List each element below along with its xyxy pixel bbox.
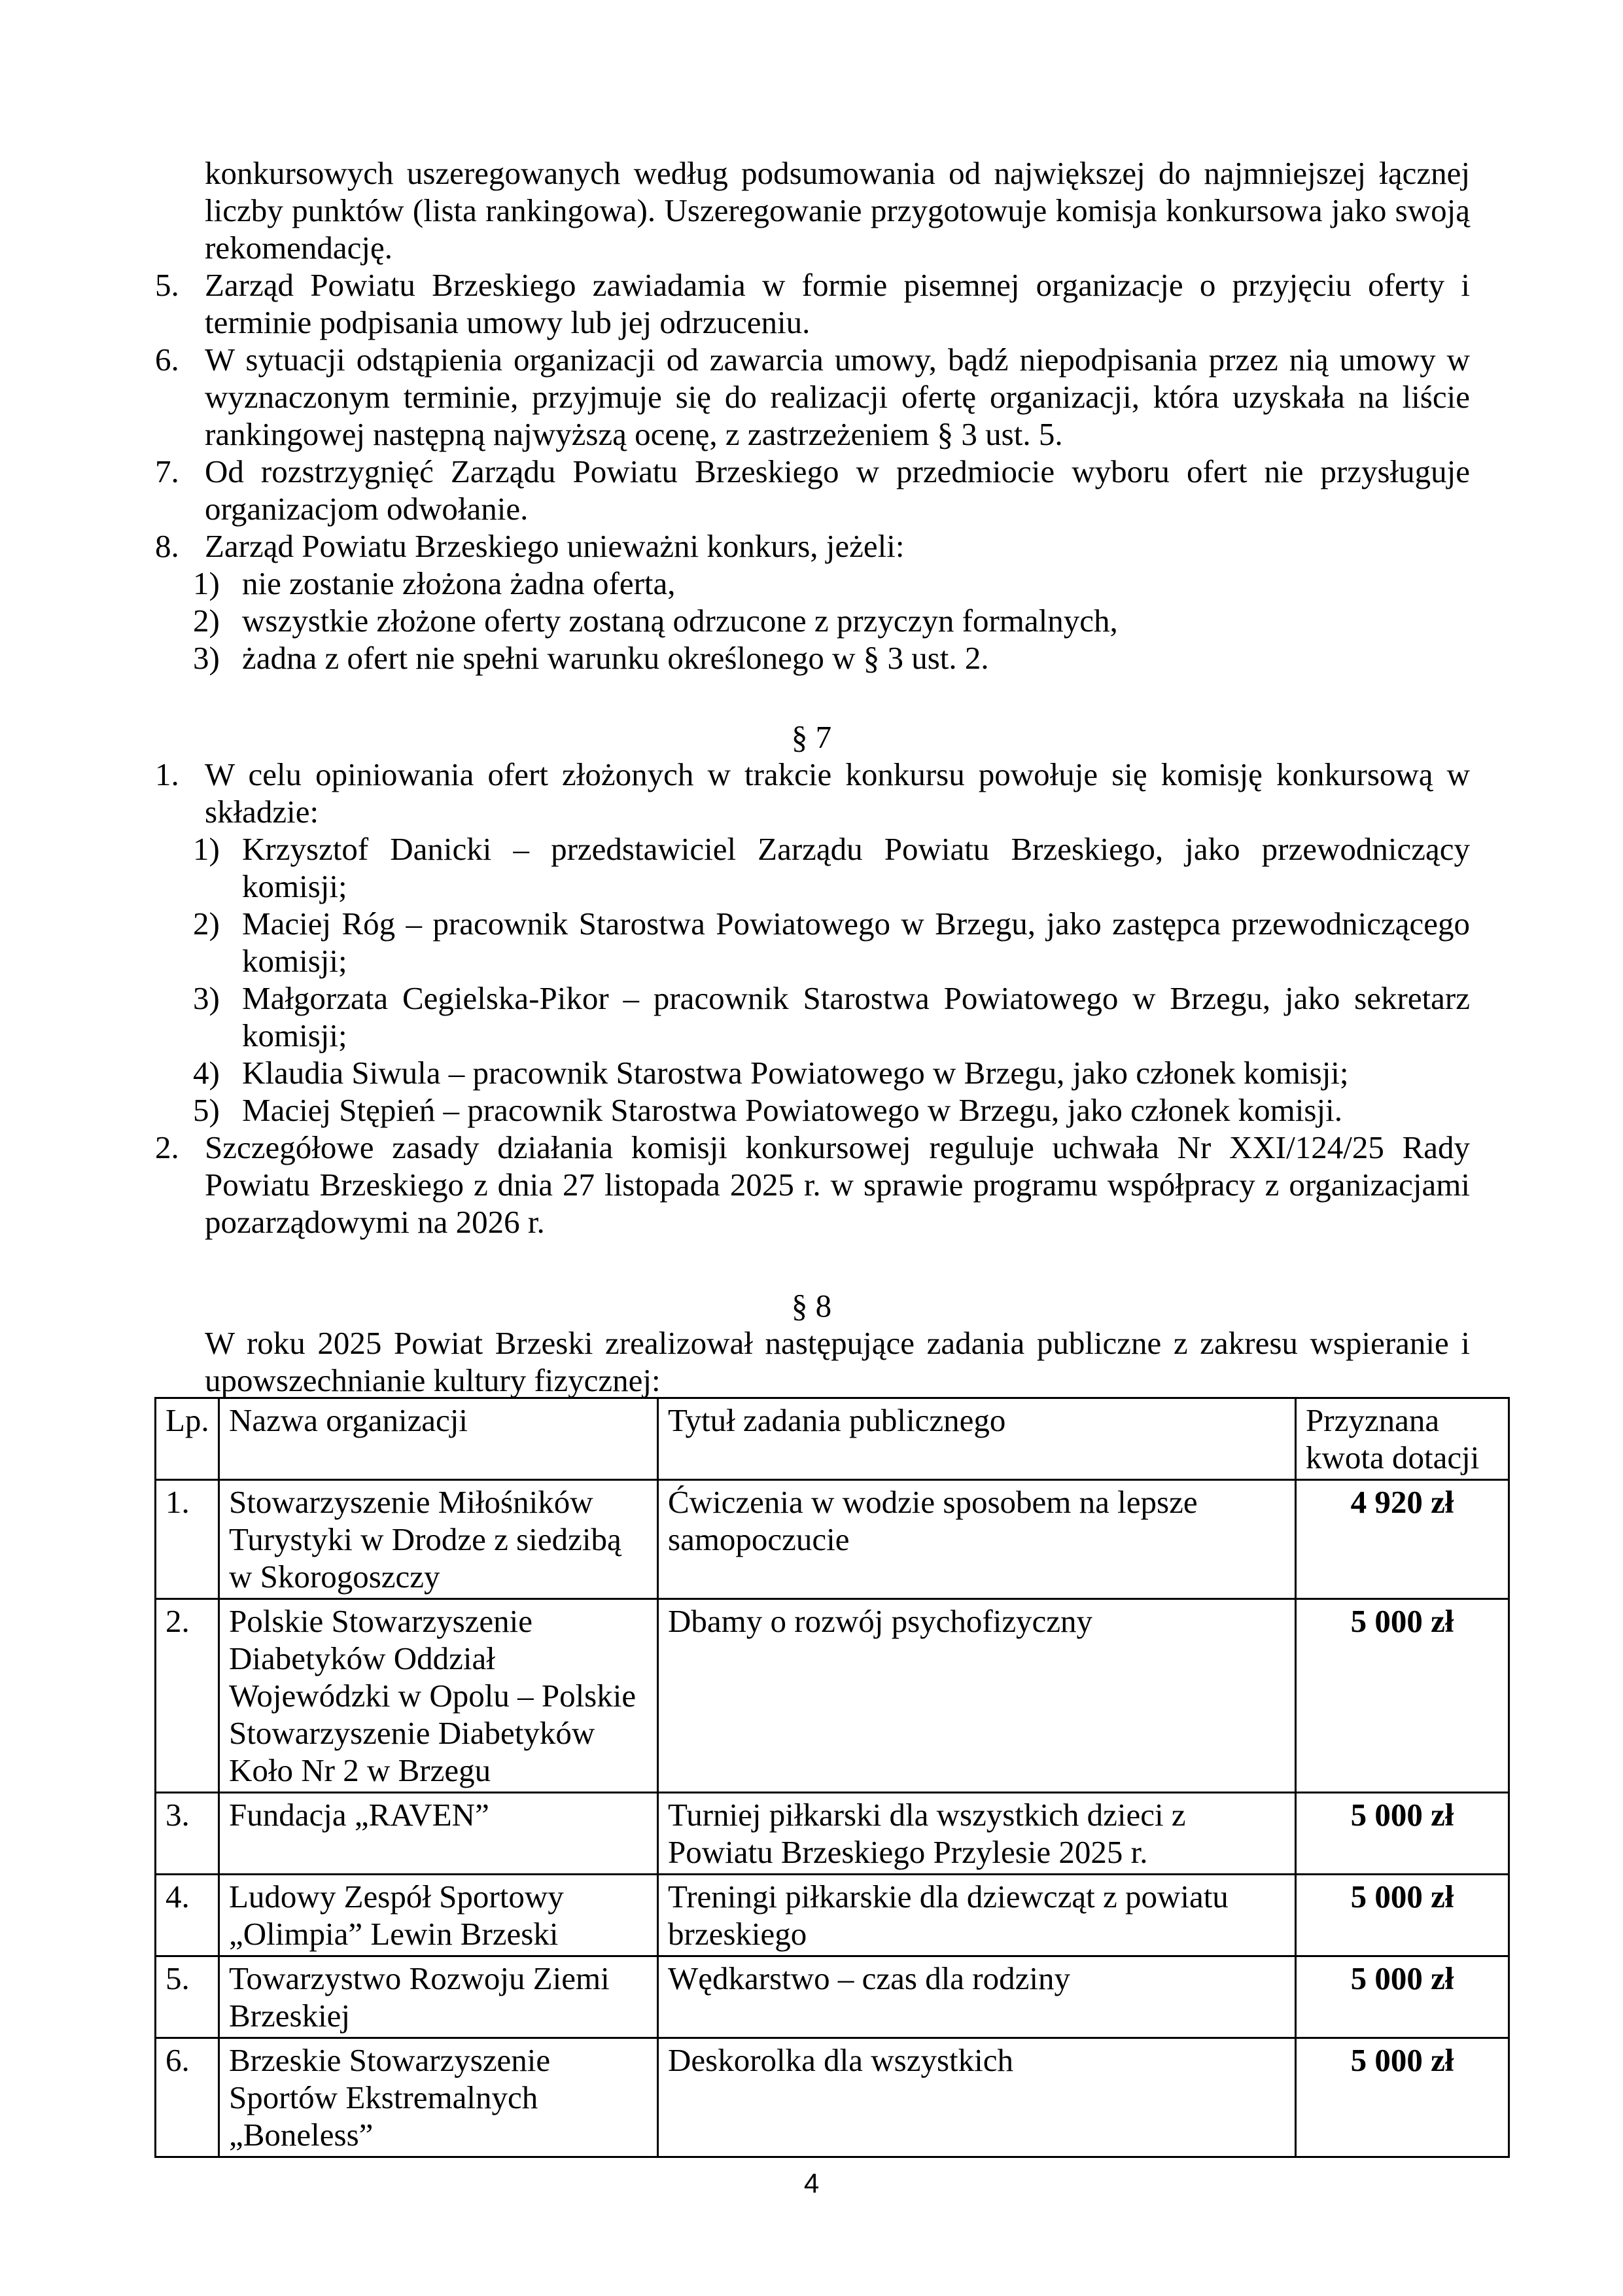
item-number: 1. xyxy=(155,756,179,792)
list-item xyxy=(155,453,1470,527)
table-row xyxy=(156,1956,1509,2038)
cell-title: Turniej piłkarski dla wszystkich dzieci z Powiatu Brzeskiego Przylesie 2025 r. xyxy=(658,1793,1296,1875)
committee-member xyxy=(155,980,1470,1054)
cell-lp: 3. xyxy=(156,1793,219,1875)
sub-item-text: Małgorzata Cegielska-Pikor – pracownik Starostwa Powiatowego w Brzegu, jako sekretarz komisji; xyxy=(242,980,1470,1053)
list-item xyxy=(155,756,1470,830)
sub-item-number: 1) xyxy=(193,831,220,867)
section-heading-7: § 7 xyxy=(791,719,832,755)
header-lp: Lp. xyxy=(156,1398,219,1480)
sub-list-item xyxy=(155,639,1470,677)
sub-item-number: 2) xyxy=(193,603,220,639)
cell-amount: 5 000 zł xyxy=(1296,1599,1509,1793)
sub-item-number: 5) xyxy=(193,1092,220,1128)
header-org-name: Nazwa organizacji xyxy=(219,1398,658,1480)
cell-amount: 5 000 zł xyxy=(1296,1875,1509,1956)
table-header-row xyxy=(156,1398,1509,1480)
sub-item-text: żadna z ofert nie spełni warunku określonego w § 3 ust. 2. xyxy=(242,640,989,676)
committee-member xyxy=(155,1054,1470,1091)
item-number: 8. xyxy=(155,528,179,564)
sub-item-number: 2) xyxy=(193,906,220,942)
item-number: 2. xyxy=(155,1129,179,1165)
cell-title: Wędkarstwo – czas dla rodziny xyxy=(658,1956,1296,2038)
lead-paragraph: konkursowych uszeregowanych według podsumowania od największej do najmniejszej łącznej liczby punktów (lista rankingowa). Uszeregowanie przygotowuje komisja konkursowa jako swoją rekomendację. xyxy=(205,155,1470,266)
header-grant-amount: Przyznana kwota dotacji xyxy=(1296,1398,1509,1480)
cell-amount: 5 000 zł xyxy=(1296,1793,1509,1875)
item-text: Od rozstrzygnięć Zarządu Powiatu Brzeskiego w przedmiocie wyboru ofert nie przysługuje organizacjom odwołanie. xyxy=(205,453,1470,527)
sub-item-text: Klaudia Siwula – pracownik Starostwa Powiatowego w Brzegu, jako członek komisji; xyxy=(242,1055,1349,1091)
cell-org: Stowarzyszenie Miłośników Turystyki w Drodze z siedzibą w Skorogoszczy xyxy=(219,1480,658,1599)
cell-title: Deskorolka dla wszystkich xyxy=(658,2038,1296,2157)
committee-member xyxy=(155,1091,1470,1129)
section-heading-8: § 8 xyxy=(791,1288,832,1324)
item-text: Zarząd Powiatu Brzeskiego unieważni konkurs, jeżeli: xyxy=(205,528,905,564)
item-text: W sytuacji odstąpienia organizacji od zawarcia umowy, bądź niepodpisania przez nią umowy w wyznaczonym terminie, przyjmuje się do realizacji ofertę organizacji, która uzyskała na liście rankingowej następną najwyższą ocenę, z zastrzeżeniem § 3 ust. 5. xyxy=(205,342,1470,452)
cell-org: Brzeskie Stowarzyszenie Sportów Ekstremalnych „Boneless” xyxy=(219,2038,658,2157)
committee-member xyxy=(155,905,1470,980)
cell-lp: 4. xyxy=(156,1875,219,1956)
item-text: Zarząd Powiatu Brzeskiego zawiadamia w formie pisemnej organizacje o przyjęciu oferty i terminie podpisania umowy lub jej odrzuceniu. xyxy=(205,267,1470,340)
sub-item-number: 4) xyxy=(193,1055,220,1091)
committee-member xyxy=(155,830,1470,905)
cell-org: Ludowy Zespół Sportowy „Olimpia” Lewin Brzeski xyxy=(219,1875,658,1956)
cell-lp: 5. xyxy=(156,1956,219,2038)
sub-item-number: 1) xyxy=(193,565,220,601)
cell-org: Fundacja „RAVEN” xyxy=(219,1793,658,1875)
cell-org: Polskie Stowarzyszenie Diabetyków Oddział Wojewódzki w Opolu – Polskie Stowarzyszenie Diabetyków Koło Nr 2 w Brzegu xyxy=(219,1599,658,1793)
sub-item-number: 3) xyxy=(193,980,220,1016)
sub-item-text: wszystkie złożone oferty zostaną odrzucone z przyczyn formalnych, xyxy=(242,603,1118,639)
table-row xyxy=(156,1793,1509,1875)
cell-amount: 4 920 zł xyxy=(1296,1480,1509,1599)
header-task-title: Tytuł zadania publicznego xyxy=(658,1398,1296,1480)
cell-title: Ćwiczenia w wodzie sposobem na lepsze samopoczucie xyxy=(658,1480,1296,1599)
table-row xyxy=(156,1480,1509,1599)
list-item xyxy=(155,1129,1470,1241)
sub-item-text: Maciej Róg – pracownik Starostwa Powiatowego w Brzegu, jako zastępca przewodniczącego komisji; xyxy=(242,906,1470,979)
section6-continuation xyxy=(155,154,1470,677)
sub-item-text: nie zostanie złożona żadna oferta, xyxy=(242,565,676,601)
item-number: 7. xyxy=(155,453,179,489)
item-number: 5. xyxy=(155,267,179,303)
table-row xyxy=(156,2038,1509,2157)
cell-amount: 5 000 zł xyxy=(1296,1956,1509,2038)
cell-org: Towarzystwo Rozwoju Ziemi Brzeskiej xyxy=(219,1956,658,2038)
list-item xyxy=(155,341,1470,453)
sub-item-text: Krzysztof Danicki – przedstawiciel Zarządu Powiatu Brzeskiego, jako przewodniczący komisji; xyxy=(242,831,1470,904)
cell-lp: 6. xyxy=(156,2038,219,2157)
cell-lp: 1. xyxy=(156,1480,219,1599)
section7-body xyxy=(155,756,1470,1241)
list-item xyxy=(155,266,1470,341)
sub-item-text: Maciej Stępień – pracownik Starostwa Powiatowego w Brzegu, jako członek komisji. xyxy=(242,1092,1342,1128)
page-number: 4 xyxy=(803,2168,820,2199)
section8-intro xyxy=(155,1324,1470,1399)
item-text: W celu opiniowania ofert złożonych w trakcie konkursu powołuje się komisję konkursową w składzie: xyxy=(205,756,1470,830)
cell-title: Treningi piłkarskie dla dziewcząt z powiatu brzeskiego xyxy=(658,1875,1296,1956)
sub-list-item xyxy=(155,602,1470,639)
sub-item-number: 3) xyxy=(193,640,220,676)
table-row xyxy=(156,1875,1509,1956)
table-row xyxy=(156,1599,1509,1793)
sub-list-item xyxy=(155,565,1470,602)
grants-table xyxy=(154,1397,1510,2158)
list-item xyxy=(155,527,1470,565)
item-text: Szczegółowe zasady działania komisji konkursowej reguluje uchwała Nr XXI/124/25 Rady Powiatu Brzeskiego z dnia 27 listopada 2025 r. w sprawie programu współpracy z organizacjami pozarządowymi na 2026 r. xyxy=(205,1129,1470,1240)
item-number: 6. xyxy=(155,342,179,378)
cell-title: Dbamy o rozwój psychofizyczny xyxy=(658,1599,1296,1793)
cell-amount: 5 000 zł xyxy=(1296,2038,1509,2157)
cell-lp: 2. xyxy=(156,1599,219,1793)
intro-paragraph: W roku 2025 Powiat Brzeski zrealizował następujące zadania publiczne z zakresu wspieranie i upowszechnianie kultury fizycznej: xyxy=(205,1325,1470,1398)
